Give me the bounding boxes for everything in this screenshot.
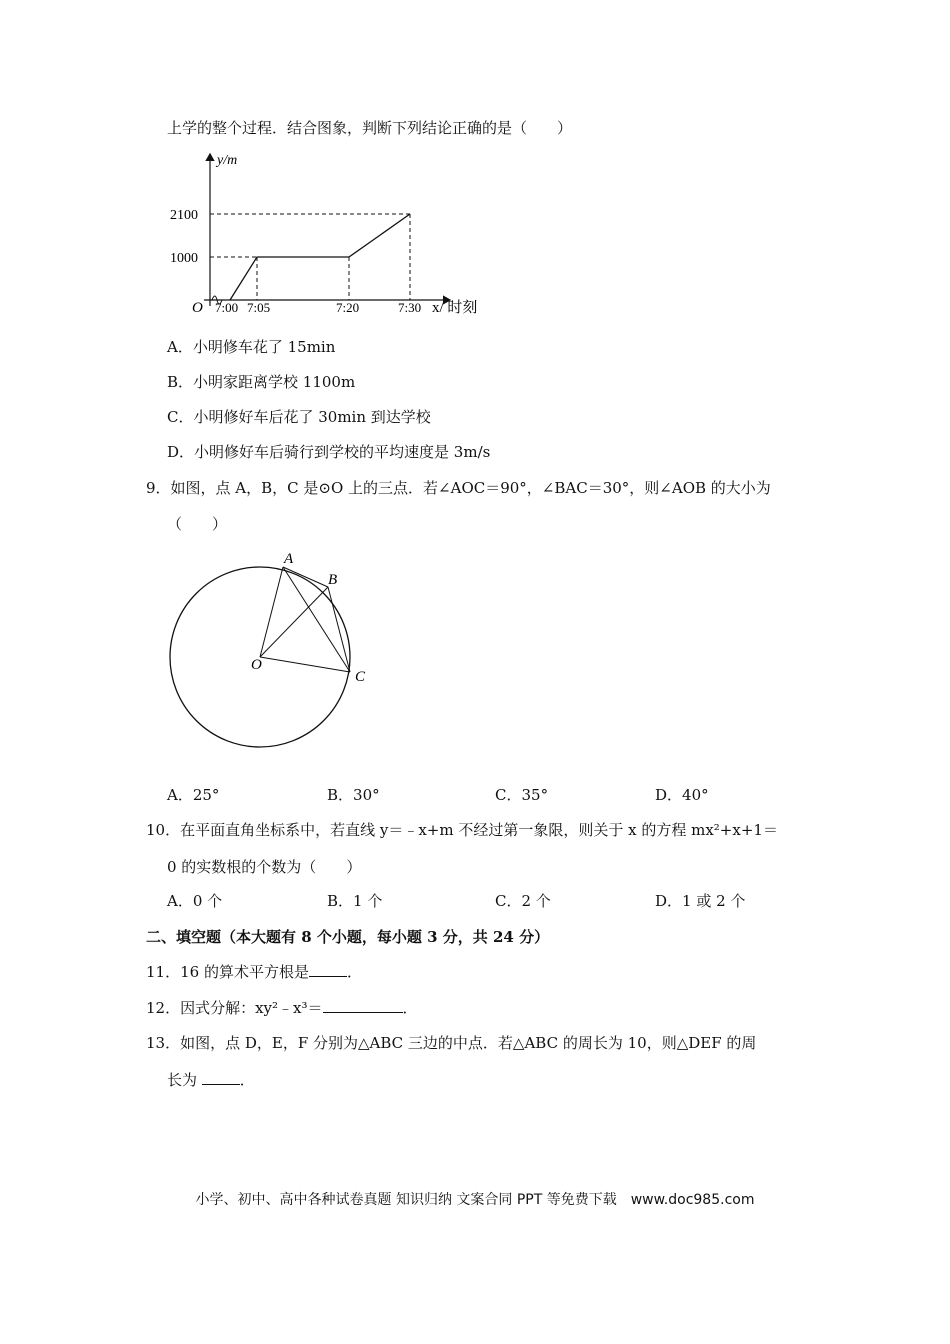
q8-option-a[interactable]: A．小明修车花了 15min xyxy=(167,338,336,356)
q8-option-d[interactable]: D．小明修好车后骑行到学校的平均速度是 3m/s xyxy=(167,443,491,461)
q8-option-b[interactable]: B．小明家距离学校 1100m xyxy=(167,373,356,391)
origin-label: O xyxy=(192,300,203,316)
q9-option-d[interactable]: D．40° xyxy=(655,786,709,804)
q10-stem-line1: 10．在平面直角坐标系中，若直线 y＝﹣x+m 不经过第一象限，则关于 x 的方程 mx²+x+1＝ xyxy=(146,821,778,839)
q9-option-b[interactable]: B．30° xyxy=(327,786,380,804)
point-o-label: O xyxy=(251,657,262,673)
q9-option-c[interactable]: C．35° xyxy=(495,786,549,804)
q11-end: ． xyxy=(346,963,362,981)
q11-answer-blank[interactable] xyxy=(309,962,347,977)
point-a-label: A xyxy=(284,551,294,567)
x-tick-700: 7:00 xyxy=(215,300,239,315)
q9-stem-line1: 9．如图，点 A，B，C 是⊙O 上的三点．若∠AOC＝90°，∠BAC＝30°，则∠AOB 的大小为 xyxy=(146,479,771,497)
point-c-label: C xyxy=(355,669,366,685)
q10-stem-line2: 0 的实数根的个数为（ ） xyxy=(167,858,362,876)
q12 xyxy=(146,998,418,1018)
y-axis-label: y/m xyxy=(217,153,238,168)
q13-line1: 13．如图，点 D，E，F 分别为△ABC 三边的中点．若△ABC 的周长为 10，则△DEF 的周 xyxy=(146,1034,757,1052)
q13-answer-blank[interactable] xyxy=(202,1070,240,1085)
q9-option-a[interactable]: A．25° xyxy=(167,786,220,804)
q11-text: 11．16 的算术平方根是 xyxy=(146,963,309,981)
q8-distance-time-graph xyxy=(160,148,500,320)
q8-stem: 上学的整个过程．结合图象，判断下列结论正确的是（ ） xyxy=(167,119,573,137)
q10-option-a[interactable]: A．0 个 xyxy=(167,892,223,910)
q12-answer-blank[interactable] xyxy=(323,998,403,1013)
q12-text: 12．因式分解：xy²﹣x³＝ xyxy=(146,999,323,1017)
x-tick-705: 7:05 xyxy=(247,300,271,315)
x-axis-label: x/ 时刻 xyxy=(432,300,478,316)
y-tick-1000: 1000 xyxy=(170,251,198,266)
q13-end: ． xyxy=(239,1071,255,1089)
page-footer: 小学、初中、高中各种试卷真题 知识归纳 文案合同 PPT 等免费下载 www.doc985.com xyxy=(195,1192,755,1208)
q9-stem-line2: （ ） xyxy=(167,515,228,533)
q12-end: ． xyxy=(402,999,418,1017)
q11 xyxy=(146,962,362,982)
point-b-label: B xyxy=(328,572,338,588)
q10-option-c[interactable]: C．2 个 xyxy=(495,892,551,910)
x-tick-730: 7:30 xyxy=(398,300,422,315)
q13-text: 长为 xyxy=(167,1071,198,1089)
q13-line2 xyxy=(167,1070,255,1090)
q10-option-d[interactable]: D．1 或 2 个 xyxy=(655,892,746,910)
q9-circle-figure xyxy=(160,545,380,755)
section-2-heading: 二、填空题（本大题有 8 个小题，每小题 3 分，共 24 分） xyxy=(146,928,550,946)
q10-option-b[interactable]: B．1 个 xyxy=(327,892,383,910)
q8-option-c[interactable]: C．小明修好车后花了 30min 到达学校 xyxy=(167,408,431,426)
y-tick-2100: 2100 xyxy=(170,208,198,223)
x-tick-720: 7:20 xyxy=(336,300,360,315)
